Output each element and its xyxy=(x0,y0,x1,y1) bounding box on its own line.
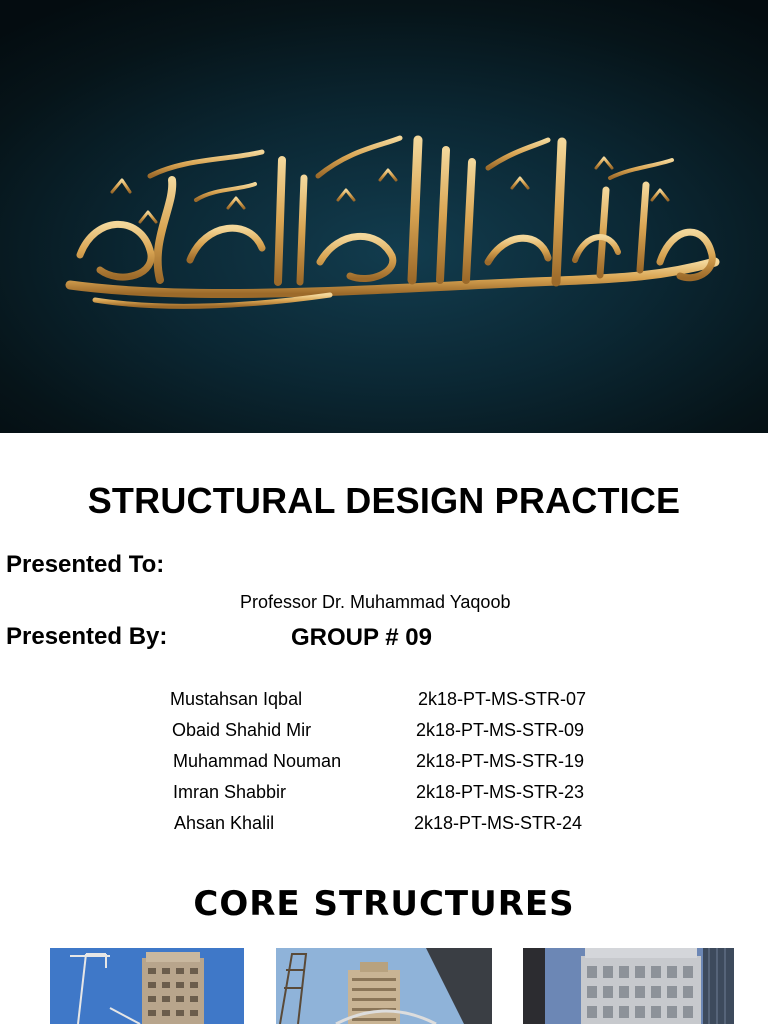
professor-name: Professor Dr. Muhammad Yaqoob xyxy=(240,592,511,612)
building-photo-2 xyxy=(276,948,492,1024)
building-photo-1 xyxy=(50,948,244,1024)
member-id: 2k18-PT-MS-STR-23 xyxy=(416,782,585,802)
document-title: STRUCTURAL DESIGN PRACTICE xyxy=(87,480,681,521)
member-name: Ahsan Khalil xyxy=(174,813,275,833)
presented-to-label: Presented To: xyxy=(6,551,165,578)
calligraphy-banner xyxy=(0,0,768,433)
member-id: 2k18-PT-MS-STR-24 xyxy=(414,813,583,833)
member-id: 2k18-PT-MS-STR-09 xyxy=(416,720,585,740)
presented-by-label: Presented By: xyxy=(6,623,168,650)
building-photo-3 xyxy=(523,948,734,1024)
section-heading: CORE STRUCTURES xyxy=(193,884,575,924)
group-number: GROUP # 09 xyxy=(291,624,432,651)
member-name: Muhammad Nouman xyxy=(173,751,342,771)
member-name: Obaid Shahid Mir xyxy=(172,720,312,740)
member-name: Mustahsan Iqbal xyxy=(170,689,303,709)
calligraphy-art xyxy=(0,0,768,433)
member-id: 2k18-PT-MS-STR-19 xyxy=(416,751,585,771)
member-name: Imran Shabbir xyxy=(173,782,287,802)
member-id: 2k18-PT-MS-STR-07 xyxy=(418,689,587,709)
